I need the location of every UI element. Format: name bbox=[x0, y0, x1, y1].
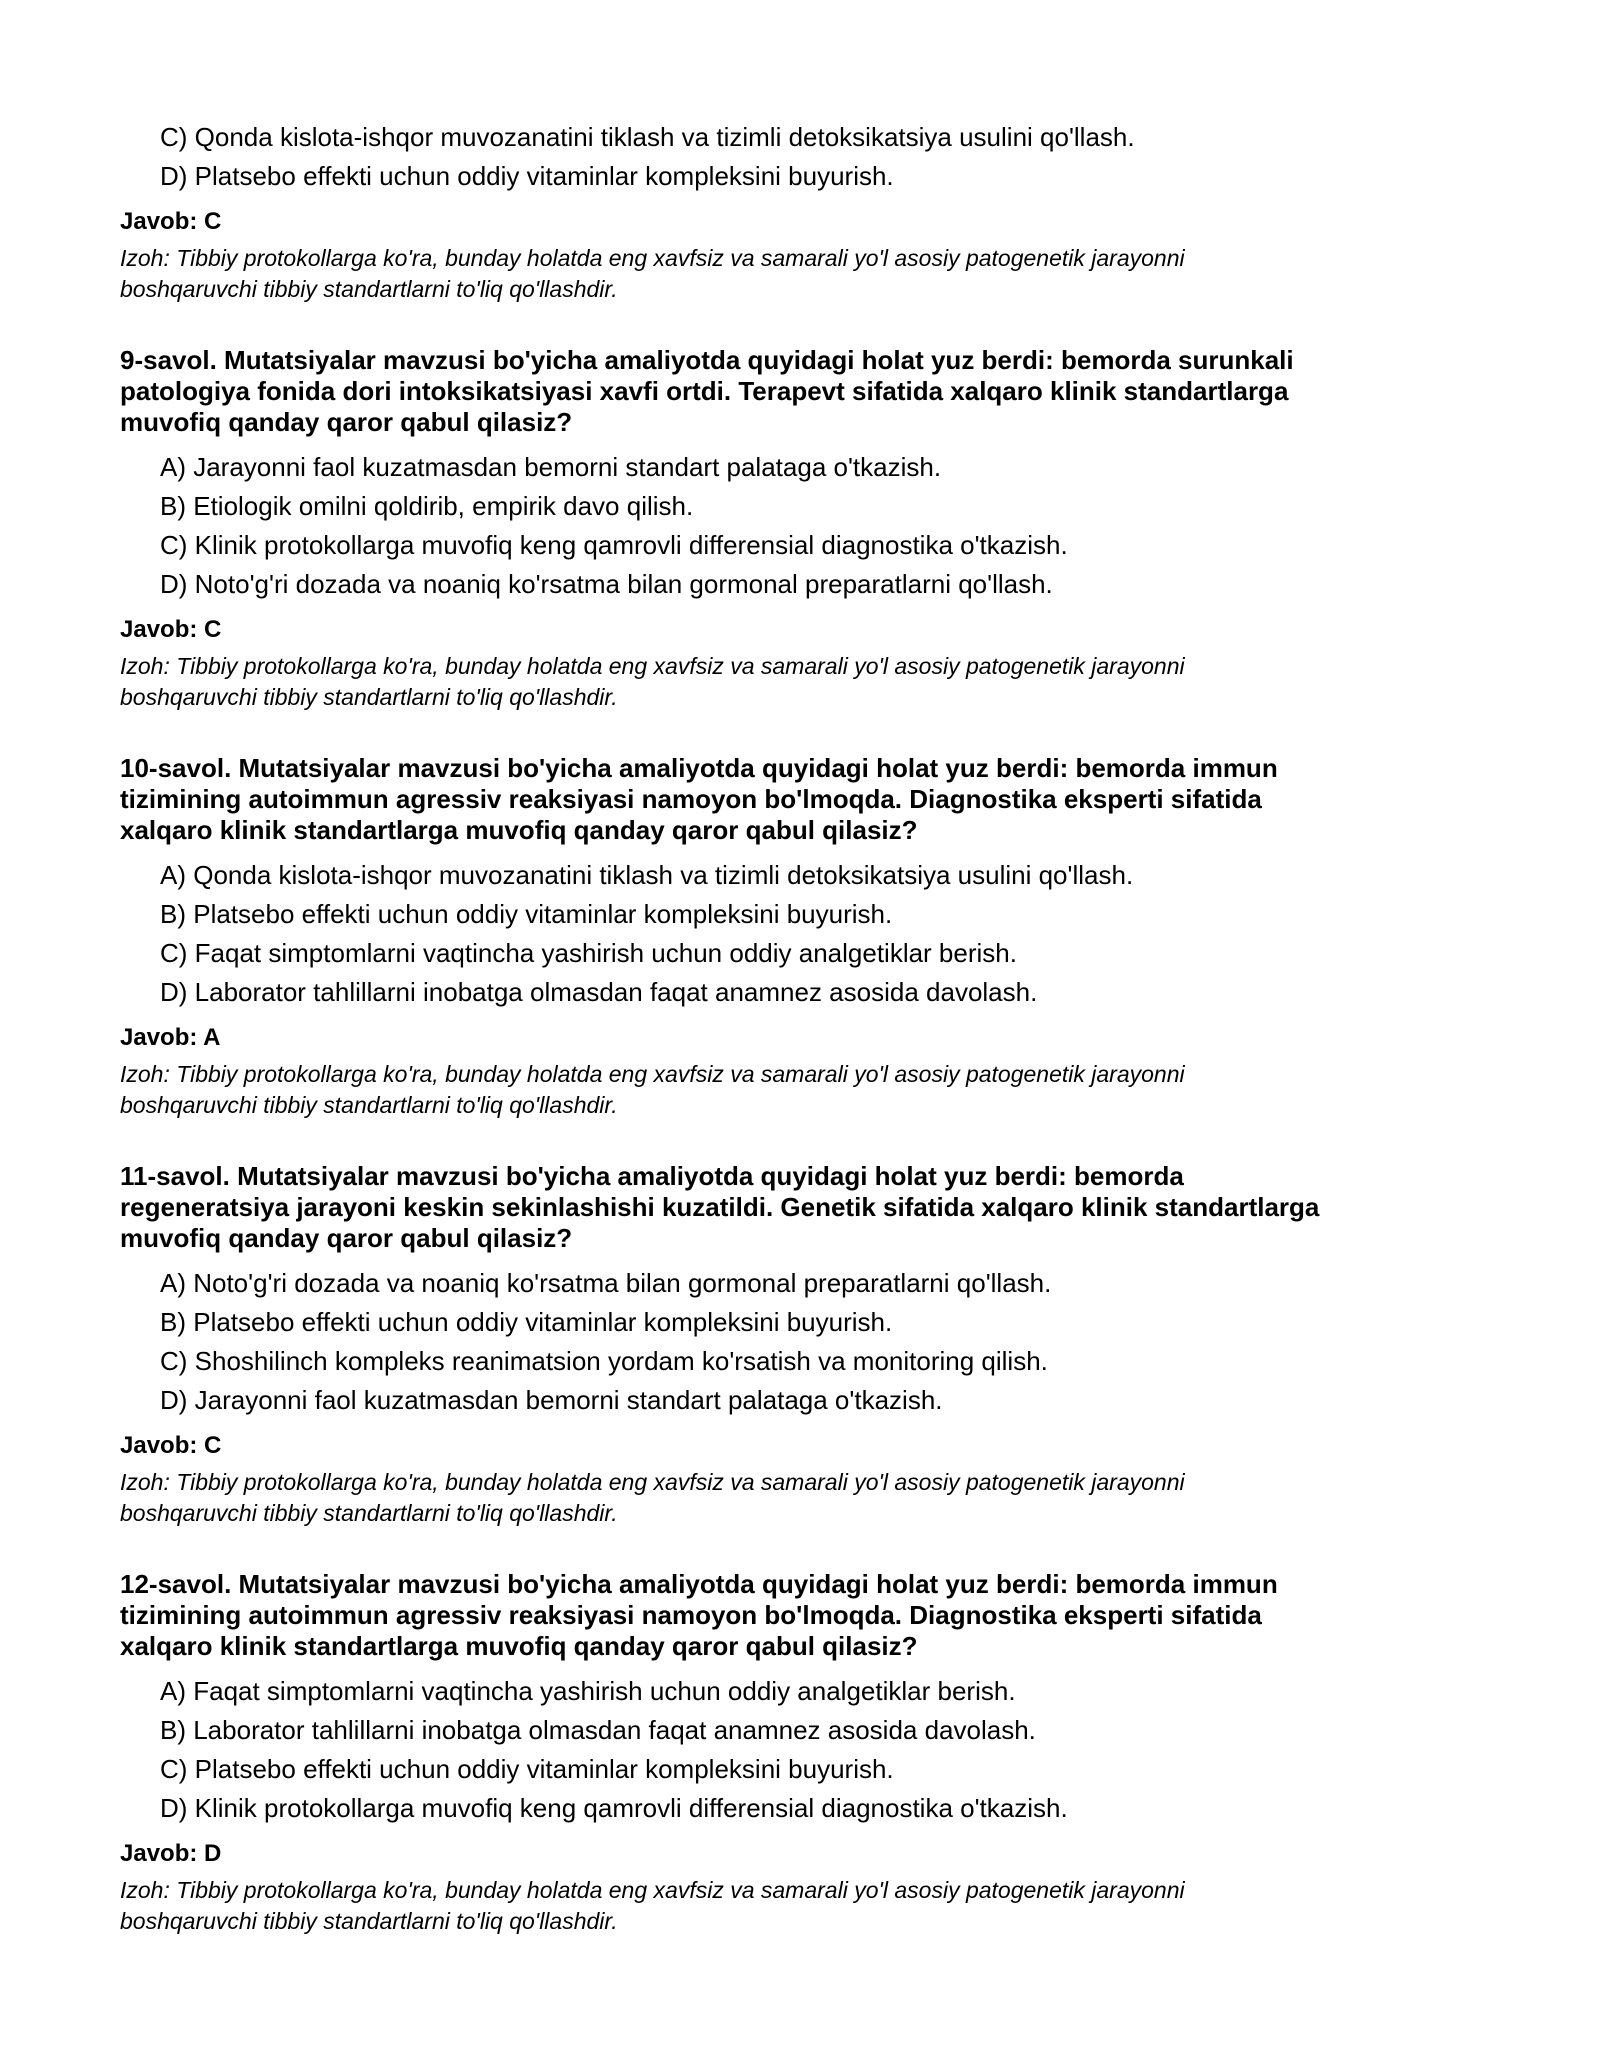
option-b: B) Laborator tahlillarni inobatga olmasdan faqat anamnez asosida davolash. bbox=[160, 1715, 1036, 1745]
title-line: tizimining autoimmun agressiv reaksiyasi namoyon bo'lmoqda. Diagnostika eksperti sifatida bbox=[120, 784, 1262, 814]
title-line: xalqaro klinik standartlarga muvofiq qanday qaror qabul qilasiz? bbox=[120, 1631, 918, 1661]
option-a: A) Jarayonni faol kuzatmasdan bemorni standart palataga o'tkazish. bbox=[160, 452, 942, 482]
option-a: A) Noto'g'ri dozada va noaniq ko'rsatma bilan gormonal preparatlarni qo'llash. bbox=[160, 1268, 1052, 1298]
option-a: A) Qonda kislota-ishqor muvozanatini tiklash va tizimli detoksikatsiya usulini qo'llash. bbox=[160, 860, 1134, 890]
answer-label: Javob: D bbox=[120, 1840, 222, 1867]
note-line: boshqaruvchi tibbiy standartlarni to'liq qo'llashdir. bbox=[120, 276, 618, 302]
note-line: Izoh: Tibbiy protokollarga ko'ra, bunday holatda eng xavfsiz va samarali yo'l asosiy patogenetik jarayonni bbox=[120, 653, 1185, 679]
option-d: D) Laborator tahlillarni inobatga olmasdan faqat anamnez asosida davolash. bbox=[160, 977, 1038, 1007]
question-9 bbox=[120, 345, 1500, 713]
note-line: boshqaruvchi tibbiy standartlarni to'liq qo'llashdir. bbox=[120, 1092, 618, 1118]
option-d: D) Noto'g'ri dozada va noaniq ko'rsatma bilan gormonal preparatlarni qo'llash. bbox=[160, 569, 1053, 599]
note-line: boshqaruvchi tibbiy standartlarni to'liq qo'llashdir. bbox=[120, 1908, 618, 1934]
document-page bbox=[120, 118, 1500, 1937]
option-c: C) Faqat simptomlarni vaqtincha yashirish uchun oddiy analgetiklar berish. bbox=[160, 938, 1017, 968]
question-12 bbox=[120, 1569, 1500, 1937]
title-line: patologiya fonida dori intoksikatsiyasi xavfi ortdi. Terapevt sifatida xalqaro klinik standartlarga bbox=[120, 376, 1289, 406]
option-c: C) Platsebo effekti uchun oddiy vitaminlar kompleksini buyurish. bbox=[160, 1754, 894, 1784]
title-line: xalqaro klinik standartlarga muvofiq qanday qaror qabul qilasiz? bbox=[120, 815, 918, 845]
explanation-note bbox=[120, 1875, 1500, 1937]
option-b: B) Etiologik omilni qoldirib, empirik davo qilish. bbox=[160, 491, 694, 521]
title-line: 10-savol. Mutatsiyalar mavzusi bo'yicha amaliyotda quyidagi holat yuz berdi: bemorda immun bbox=[120, 753, 1278, 783]
option-c: C) Klinik protokollarga muvofiq keng qamrovli differensial diagnostika o'tkazish. bbox=[160, 530, 1068, 560]
title-line: tizimining autoimmun agressiv reaksiyasi namoyon bo'lmoqda. Diagnostika eksperti sifatida bbox=[120, 1600, 1262, 1630]
answer-label: Javob: C bbox=[120, 208, 222, 235]
question-title bbox=[120, 345, 1500, 438]
note-line: boshqaruvchi tibbiy standartlarni to'liq qo'llashdir. bbox=[120, 1500, 618, 1526]
note-line: boshqaruvchi tibbiy standartlarni to'liq qo'llashdir. bbox=[120, 684, 618, 710]
option-a: A) Faqat simptomlarni vaqtincha yashirish uchun oddiy analgetiklar berish. bbox=[160, 1676, 1016, 1706]
title-line: 12-savol. Mutatsiyalar mavzusi bo'yicha amaliyotda quyidagi holat yuz berdi: bemorda immun bbox=[120, 1569, 1278, 1599]
option-d: D) Platsebo effekti uchun oddiy vitaminlar kompleksini buyurish. bbox=[160, 161, 894, 191]
option-c: C) Qonda kislota-ishqor muvozanatini tiklash va tizimli detoksikatsiya usulini qo'llash. bbox=[160, 122, 1135, 152]
question-11 bbox=[120, 1161, 1500, 1529]
question-title bbox=[120, 1569, 1500, 1662]
option-c: C) Shoshilinch kompleks reanimatsion yordam ko'rsatish va monitoring qilish. bbox=[160, 1346, 1048, 1376]
answer-label: Javob: A bbox=[120, 1024, 221, 1051]
title-line: 11-savol. Mutatsiyalar mavzusi bo'yicha amaliyotda quyidagi holat yuz berdi: bemorda bbox=[120, 1161, 1184, 1191]
option-d: D) Klinik protokollarga muvofiq keng qamrovli differensial diagnostika o'tkazish. bbox=[160, 1793, 1068, 1823]
title-line: regeneratsiya jarayoni keskin sekinlashishi kuzatildi. Genetik sifatida xalqaro klinik standartlarga bbox=[120, 1192, 1320, 1222]
explanation-note bbox=[120, 243, 1500, 305]
question-title bbox=[120, 1161, 1500, 1254]
note-line: Izoh: Tibbiy protokollarga ko'ra, bunday holatda eng xavfsiz va samarali yo'l asosiy patogenetik jarayonni bbox=[120, 1061, 1185, 1087]
question-10 bbox=[120, 753, 1500, 1121]
title-line: 9-savol. Mutatsiyalar mavzusi bo'yicha amaliyotda quyidagi holat yuz berdi: bemorda surunkali bbox=[120, 345, 1294, 375]
explanation-note bbox=[120, 651, 1500, 713]
title-line: muvofiq qanday qaror qabul qilasiz? bbox=[120, 407, 573, 437]
title-line: muvofiq qanday qaror qabul qilasiz? bbox=[120, 1223, 573, 1253]
explanation-note bbox=[120, 1059, 1500, 1121]
note-line: Izoh: Tibbiy protokollarga ko'ra, bunday holatda eng xavfsiz va samarali yo'l asosiy patogenetik jarayonni bbox=[120, 245, 1185, 271]
note-line: Izoh: Tibbiy protokollarga ko'ra, bunday holatda eng xavfsiz va samarali yo'l asosiy patogenetik jarayonni bbox=[120, 1877, 1185, 1903]
option-b: B) Platsebo effekti uchun oddiy vitaminlar kompleksini buyurish. bbox=[160, 899, 893, 929]
question-8-continuation bbox=[120, 118, 1500, 305]
explanation-note bbox=[120, 1467, 1500, 1529]
question-title bbox=[120, 753, 1500, 846]
note-line: Izoh: Tibbiy protokollarga ko'ra, bunday holatda eng xavfsiz va samarali yo'l asosiy patogenetik jarayonni bbox=[120, 1469, 1185, 1495]
option-b: B) Platsebo effekti uchun oddiy vitaminlar kompleksini buyurish. bbox=[160, 1307, 893, 1337]
answer-label: Javob: C bbox=[120, 616, 222, 643]
answer-label: Javob: C bbox=[120, 1432, 222, 1459]
option-d: D) Jarayonni faol kuzatmasdan bemorni standart palataga o'tkazish. bbox=[160, 1385, 943, 1415]
